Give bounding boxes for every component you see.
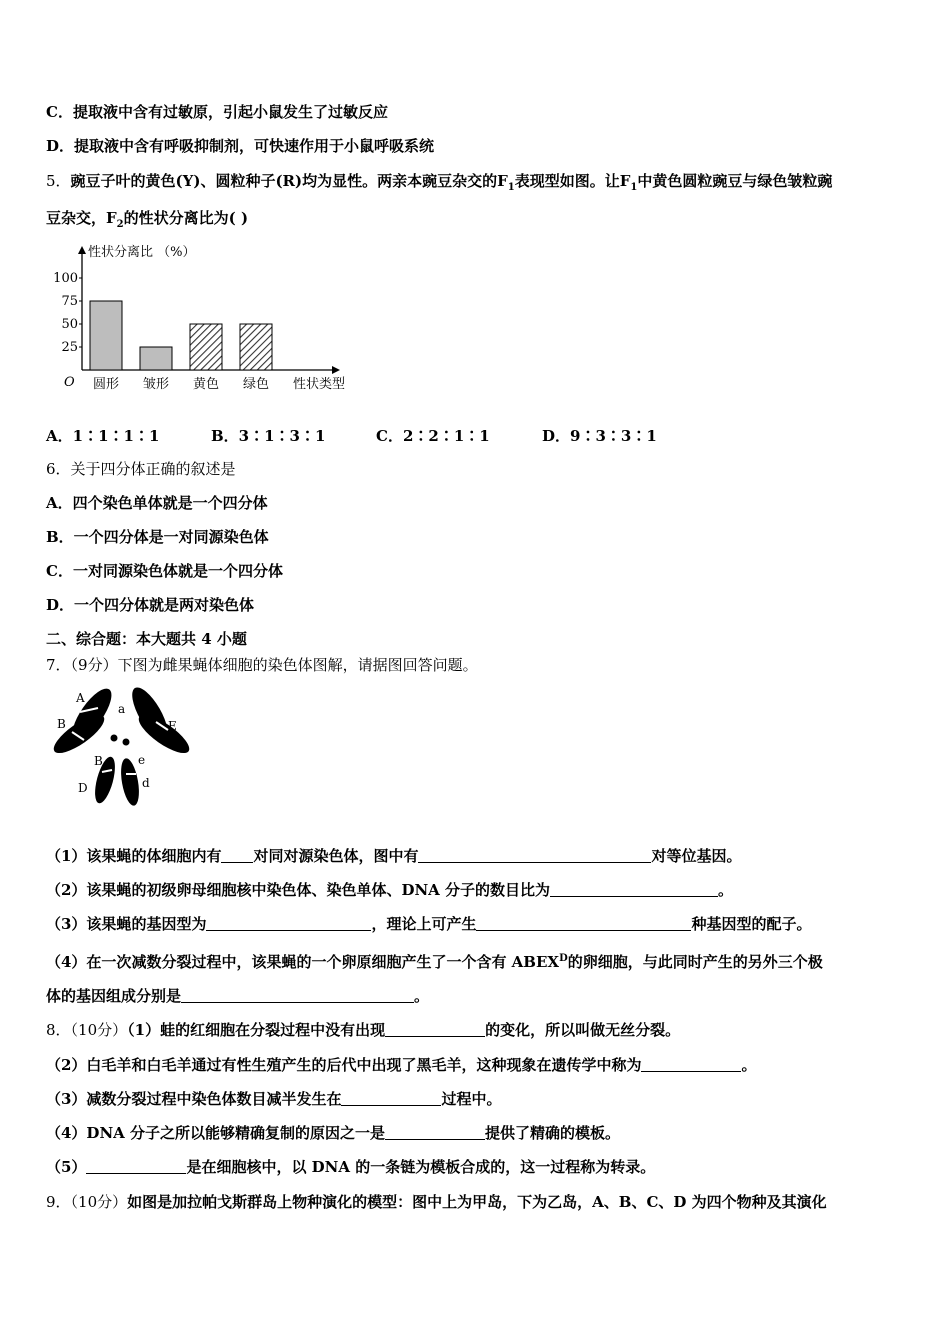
q5-option-a: A．1∶1∶1∶1 (46, 427, 160, 445)
q5-stem-line2: 豆杂交，$F_2$的性状分离比为( ) (46, 209, 249, 230)
blank[interactable] (418, 848, 651, 863)
trait-ratio-bar-chart (44, 236, 364, 396)
q7-part3: （3）该果蝇的基因型为 ，理论上可产生 种基因型的配子。 (46, 915, 812, 933)
q5-stem-line1: 5．豌豆子叶的黄色(Y)、圆粒种子(R)均为显性。两亲本豌豆杂交的$F_1$表现型如图。让$F_1$中黄色圆粒豌豆与绿色皱粒豌 (46, 172, 833, 193)
blank[interactable] (181, 988, 414, 1003)
blank[interactable] (385, 1125, 485, 1140)
blank[interactable] (476, 916, 691, 931)
blank[interactable] (550, 882, 718, 897)
blank[interactable] (221, 848, 253, 863)
gene-label-e: e (138, 753, 146, 767)
bar-皱形 (140, 347, 172, 370)
y-tick-label: 25 (61, 340, 78, 355)
y-axis-arrow (78, 246, 86, 254)
chromosome-dot-1 (111, 735, 118, 742)
x-tick-label: 皱形 (142, 377, 170, 392)
gene-label-a: a (118, 702, 126, 716)
blank[interactable] (341, 1091, 441, 1106)
q6-option-b: B．一个四分体是一对同源染色体 (46, 528, 269, 546)
y-tick-label: 75 (61, 294, 78, 309)
q4-option-d: D．提取液中含有呼吸抑制剂，可快速作用于小鼠呼吸系统 (46, 137, 435, 155)
blank[interactable] (641, 1057, 741, 1072)
gene-label-E: E (168, 719, 177, 733)
gene-label-B: B (57, 717, 66, 731)
q7-part4-line1: （4）在一次减数分裂过程中，该果蝇的一个卵原细胞产生了一个含有 $ABEX^D$的卵细胞，与此同时产生的另外三个极 (46, 953, 823, 971)
section-title: 二、综合题：本大题共 4 小题 (46, 630, 247, 648)
x-tick-label: 圆形 (92, 377, 120, 392)
chromosome-diagram (50, 682, 195, 812)
q6-option-d: D．一个四分体就是两对染色体 (46, 596, 255, 614)
q7-part1: （1）该果蝇的体细胞内有 对同对源染色体，图中有 对等位基因。 (46, 847, 742, 865)
chromosome-right-2 (134, 709, 195, 760)
gene-label-B2: B (94, 754, 103, 768)
q6-stem: 6．关于四分体正确的叙述是 (46, 460, 236, 478)
x-axis-label: 性状类型 (292, 377, 346, 392)
q7-part2: （2）该果蝇的初级卵母细胞核中染色体、染色单体、DNA 分子的数目比为 。 (46, 881, 734, 899)
q4-option-c: C．提取液中含有过敏原，引起小鼠发生了过敏反应 (46, 103, 388, 121)
chromosome-dot-2 (123, 739, 130, 746)
gene-label-d: d (142, 776, 150, 790)
q8-part5: （5） 是在细胞核中，以 DNA 的一条链为模板合成的，这一过程称为转录。 (46, 1158, 656, 1176)
gene-label-A: A (76, 691, 85, 705)
bar-绿色 (240, 324, 272, 370)
bar-圆形 (90, 301, 122, 370)
chart-title: 性状分离比 （%） (88, 245, 196, 260)
q6-option-c: C．一对同源染色体就是一个四分体 (46, 562, 283, 580)
q5-option-b: B．3∶1∶3∶1 (211, 427, 326, 445)
y-tick-label: 100 (53, 271, 78, 286)
q7-part4-line2: 体的基因组成分别是 。 (46, 987, 430, 1005)
q7-stem: 7．（9分）下图为雌果蝇体细胞的染色体图解，请据图回答问题。 (46, 656, 478, 674)
q5-number: 5． (46, 172, 71, 190)
blank[interactable] (385, 1022, 485, 1037)
gene-label-D: D (78, 781, 88, 795)
bar-黄色 (190, 324, 222, 370)
blank[interactable] (86, 1159, 186, 1174)
q5-option-c: C．2∶2∶1∶1 (376, 427, 490, 445)
y-tick-label: 50 (61, 317, 78, 332)
q8-part3: （3）减数分裂过程中染色体数目减半发生在 过程中。 (46, 1090, 502, 1108)
q8-part1: 8．（10分）（1）蛙的红细胞在分裂过程中没有出现 的变化，所以叫做无丝分裂。 (46, 1021, 681, 1039)
q8-part4: （4）DNA 分子之所以能够精确复制的原因之一是 提供了精确的模板。 (46, 1124, 621, 1142)
origin-label: O (64, 375, 75, 390)
x-tick-label: 绿色 (242, 377, 270, 392)
x-tick-label: 黄色 (192, 377, 220, 392)
q8-part2: （2）白毛羊和白毛羊通过有性生殖产生的后代中出现了黑毛羊，这种现象在遗传学中称为 。 (46, 1056, 757, 1074)
q9-stem: 9．（10分）如图是加拉帕戈斯群岛上物种演化的模型：图中上为甲岛，下为乙岛，A、B、C、D 为四个物种及其演化 (46, 1193, 827, 1211)
blank[interactable] (206, 916, 371, 931)
q6-option-a: A．四个染色单体就是一个四分体 (46, 494, 268, 512)
q5-option-d: D．9∶3∶3∶1 (542, 427, 657, 445)
x-axis-arrow (332, 366, 340, 374)
